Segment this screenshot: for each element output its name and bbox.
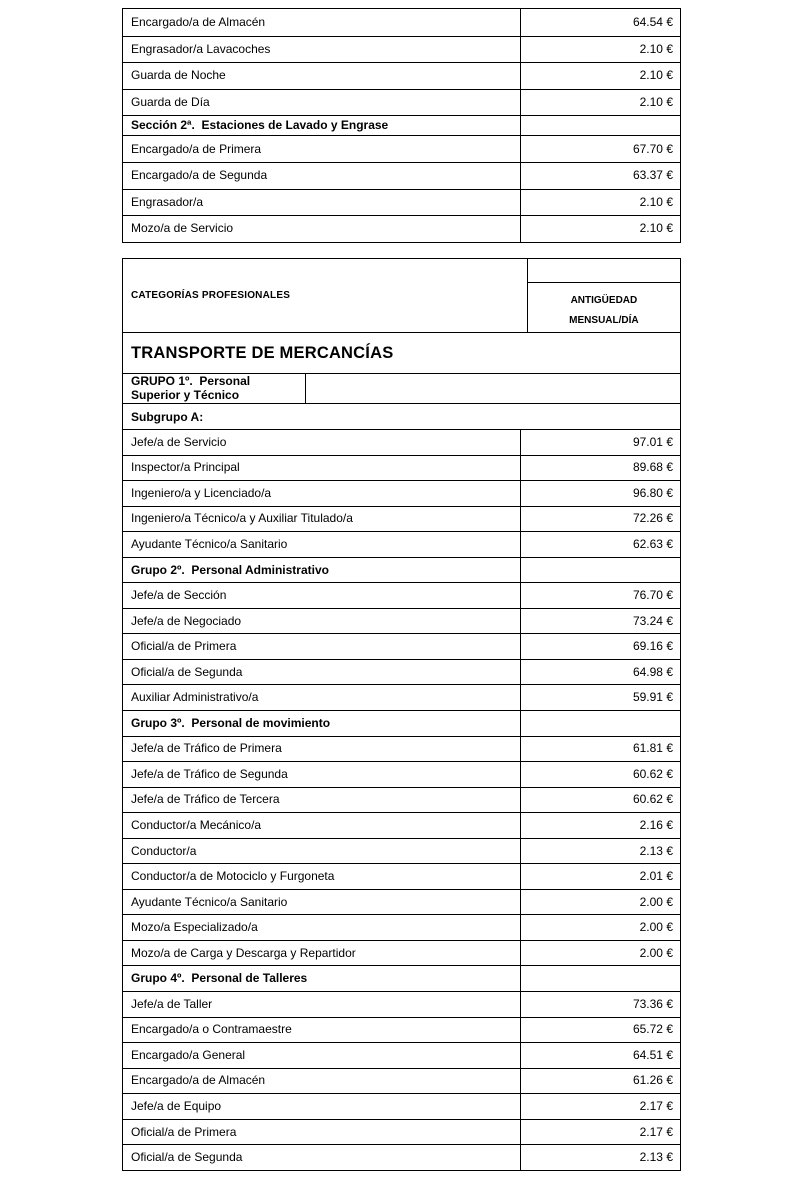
category-cell: Jefe/a de Taller bbox=[131, 996, 213, 1011]
category-cell: Engrasador/a Lavacoches bbox=[131, 41, 271, 56]
category-cell: Jefe/a de Tráfico de Tercera bbox=[131, 792, 280, 807]
table-row bbox=[123, 135, 680, 162]
amount-cell: 76.70 € bbox=[520, 583, 680, 608]
category-cell: Encargado/a de Primera bbox=[131, 141, 262, 156]
antiguedad-header-column bbox=[527, 259, 680, 332]
category-cell: Engrasador/a bbox=[131, 194, 204, 209]
category-cell: Jefe/a de Servicio bbox=[131, 434, 227, 449]
table-row bbox=[123, 787, 680, 813]
amount-cell: 2.17 € bbox=[520, 1094, 680, 1119]
table-row bbox=[123, 991, 680, 1017]
table-row bbox=[123, 684, 680, 710]
table-row bbox=[123, 863, 680, 889]
amount-cell: 62.63 € bbox=[520, 532, 680, 557]
category-cell: Grupo 4º. Personal de Talleres bbox=[131, 971, 308, 986]
table-row bbox=[123, 1068, 680, 1094]
group-header-row bbox=[123, 965, 680, 991]
antiguedad-label-line2: MENSUAL/DÍA bbox=[569, 315, 639, 326]
category-cell: Encargado/a de Almacén bbox=[131, 1073, 266, 1088]
antiguedad-header-cell bbox=[528, 283, 680, 332]
amount-cell: 61.26 € bbox=[520, 1069, 680, 1094]
table-row bbox=[123, 429, 680, 455]
group1-row bbox=[123, 373, 680, 403]
table-row bbox=[123, 838, 680, 864]
category-cell: Grupo 2º. Personal Administrativo bbox=[131, 562, 329, 577]
category-cell: Conductor/a Mecánico/a bbox=[131, 817, 262, 832]
table-row bbox=[123, 89, 680, 116]
amount-cell: 61.81 € bbox=[520, 737, 680, 762]
group-header-row bbox=[123, 115, 680, 135]
table-row bbox=[123, 940, 680, 966]
amount-cell: 72.26 € bbox=[520, 507, 680, 532]
category-cell: Ingeniero/a Técnico/a y Auxiliar Titulado/a bbox=[131, 511, 353, 526]
amount-cell: 2.00 € bbox=[520, 890, 680, 915]
amount-cell: 64.98 € bbox=[520, 660, 680, 685]
table-header-row bbox=[123, 259, 680, 332]
amount-cell: 2.10 € bbox=[520, 216, 680, 242]
table-row bbox=[123, 9, 680, 36]
category-cell: Jefe/a de Sección bbox=[131, 588, 227, 603]
amount-cell: 89.68 € bbox=[520, 456, 680, 481]
table-row bbox=[123, 1093, 680, 1119]
category-cell: Oficial/a de Primera bbox=[131, 639, 237, 654]
table-row bbox=[123, 889, 680, 915]
table-row bbox=[123, 1017, 680, 1043]
amount-cell: 73.24 € bbox=[520, 609, 680, 634]
amount-cell: 2.13 € bbox=[520, 839, 680, 864]
section-title: TRANSPORTE DE MERCANCÍAS bbox=[123, 332, 680, 373]
table-row bbox=[123, 455, 680, 481]
table-row bbox=[123, 189, 680, 216]
table-row bbox=[123, 531, 680, 557]
table-row bbox=[123, 36, 680, 63]
table-row bbox=[123, 914, 680, 940]
table-row bbox=[123, 608, 680, 634]
amount-cell: 97.01 € bbox=[520, 430, 680, 455]
amount-cell: 2.13 € bbox=[520, 1145, 680, 1170]
category-cell: Jefe/a de Tráfico de Primera bbox=[131, 741, 282, 756]
table-row bbox=[123, 1119, 680, 1145]
amount-cell: 63.37 € bbox=[520, 163, 680, 189]
group-header-row bbox=[123, 710, 680, 736]
amount-cell: 2.00 € bbox=[520, 941, 680, 966]
wage-table-top bbox=[122, 8, 681, 243]
category-cell: Oficial/a de Primera bbox=[131, 1124, 237, 1139]
amount-cell: 64.51 € bbox=[520, 1043, 680, 1068]
amount-cell: 2.10 € bbox=[520, 37, 680, 63]
category-cell: Sección 2ª. Estaciones de Lavado y Engrase bbox=[131, 118, 389, 133]
table-row bbox=[123, 582, 680, 608]
amount-cell: 69.16 € bbox=[520, 634, 680, 659]
category-cell: Ayudante Técnico/a Sanitario bbox=[131, 536, 288, 551]
table-row bbox=[123, 736, 680, 762]
amount-cell: 2.10 € bbox=[520, 63, 680, 89]
category-cell: Mozo/a Especializado/a bbox=[131, 920, 258, 935]
category-cell: Ayudante Técnico/a Sanitario bbox=[131, 894, 288, 909]
amount-cell: 2.00 € bbox=[520, 915, 680, 940]
category-cell: Guarda de Día bbox=[131, 95, 210, 110]
subgroup-header-row: Subgrupo A: bbox=[123, 403, 680, 429]
table-row bbox=[123, 480, 680, 506]
category-cell: Encargado/a de Almacén bbox=[131, 14, 266, 29]
table-row bbox=[123, 62, 680, 89]
amount-cell: 60.62 € bbox=[520, 788, 680, 813]
group-header-row bbox=[123, 557, 680, 583]
category-cell: Jefe/a de Tráfico de Segunda bbox=[131, 766, 288, 781]
amount-cell: 2.17 € bbox=[520, 1120, 680, 1145]
category-cell: Jefe/a de Negociado bbox=[131, 613, 242, 628]
category-cell: Oficial/a de Segunda bbox=[131, 664, 243, 679]
category-cell: Guarda de Noche bbox=[131, 68, 226, 83]
amount-cell: 64.54 € bbox=[520, 9, 680, 36]
table-row bbox=[123, 659, 680, 685]
amount-cell: 65.72 € bbox=[520, 1018, 680, 1043]
amount-cell: 2.16 € bbox=[520, 813, 680, 838]
category-cell: Encargado/a o Contramaestre bbox=[131, 1022, 292, 1037]
category-cell: Mozo/a de Servicio bbox=[131, 221, 234, 236]
amount-cell: 96.80 € bbox=[520, 481, 680, 506]
category-cell: Mozo/a de Carga y Descarga y Repartidor bbox=[131, 945, 356, 960]
antiguedad-label-line1: ANTIGÜEDAD bbox=[570, 295, 638, 306]
amount-cell bbox=[520, 558, 680, 583]
category-cell: Ingeniero/a y Licenciado/a bbox=[131, 485, 272, 500]
category-cell: Conductor/a de Motociclo y Furgoneta bbox=[131, 869, 335, 884]
amount-cell: 59.91 € bbox=[520, 685, 680, 710]
table-row bbox=[123, 215, 680, 242]
table-row bbox=[123, 1144, 680, 1170]
table-row bbox=[123, 162, 680, 189]
category-cell: Grupo 3º. Personal de movimiento bbox=[131, 715, 331, 730]
amount-cell: 67.70 € bbox=[520, 136, 680, 162]
group1-label-line2: Superior y Técnico bbox=[131, 387, 240, 402]
category-cell: Auxiliar Administrativo/a bbox=[131, 690, 259, 705]
category-cell: Oficial/a de Segunda bbox=[131, 1150, 243, 1165]
category-cell: Conductor/a bbox=[131, 843, 197, 858]
wage-table-mercancias bbox=[122, 258, 681, 1171]
table-row bbox=[123, 812, 680, 838]
empty-header-cell bbox=[528, 259, 680, 283]
amount-cell bbox=[520, 966, 680, 991]
amount-cell: 73.36 € bbox=[520, 992, 680, 1017]
amount-cell: 2.10 € bbox=[520, 90, 680, 116]
category-cell: Inspector/a Principal bbox=[131, 460, 240, 475]
group1-header-cell bbox=[123, 374, 306, 403]
group1-label-line1: GRUPO 1º. Personal bbox=[131, 374, 251, 388]
category-cell: Encargado/a de Segunda bbox=[131, 168, 268, 183]
table-row bbox=[123, 1042, 680, 1068]
table-row bbox=[123, 761, 680, 787]
amount-cell bbox=[520, 116, 680, 135]
category-cell: Encargado/a General bbox=[131, 1047, 246, 1062]
table-row bbox=[123, 506, 680, 532]
category-cell: Jefe/a de Equipo bbox=[131, 1098, 222, 1113]
table-row bbox=[123, 633, 680, 659]
amount-cell: 60.62 € bbox=[520, 762, 680, 787]
categories-header-cell: CATEGORÍAS PROFESIONALES bbox=[131, 290, 291, 301]
amount-cell: 2.01 € bbox=[520, 864, 680, 889]
amount-cell bbox=[520, 711, 680, 736]
amount-cell: 2.10 € bbox=[520, 190, 680, 216]
